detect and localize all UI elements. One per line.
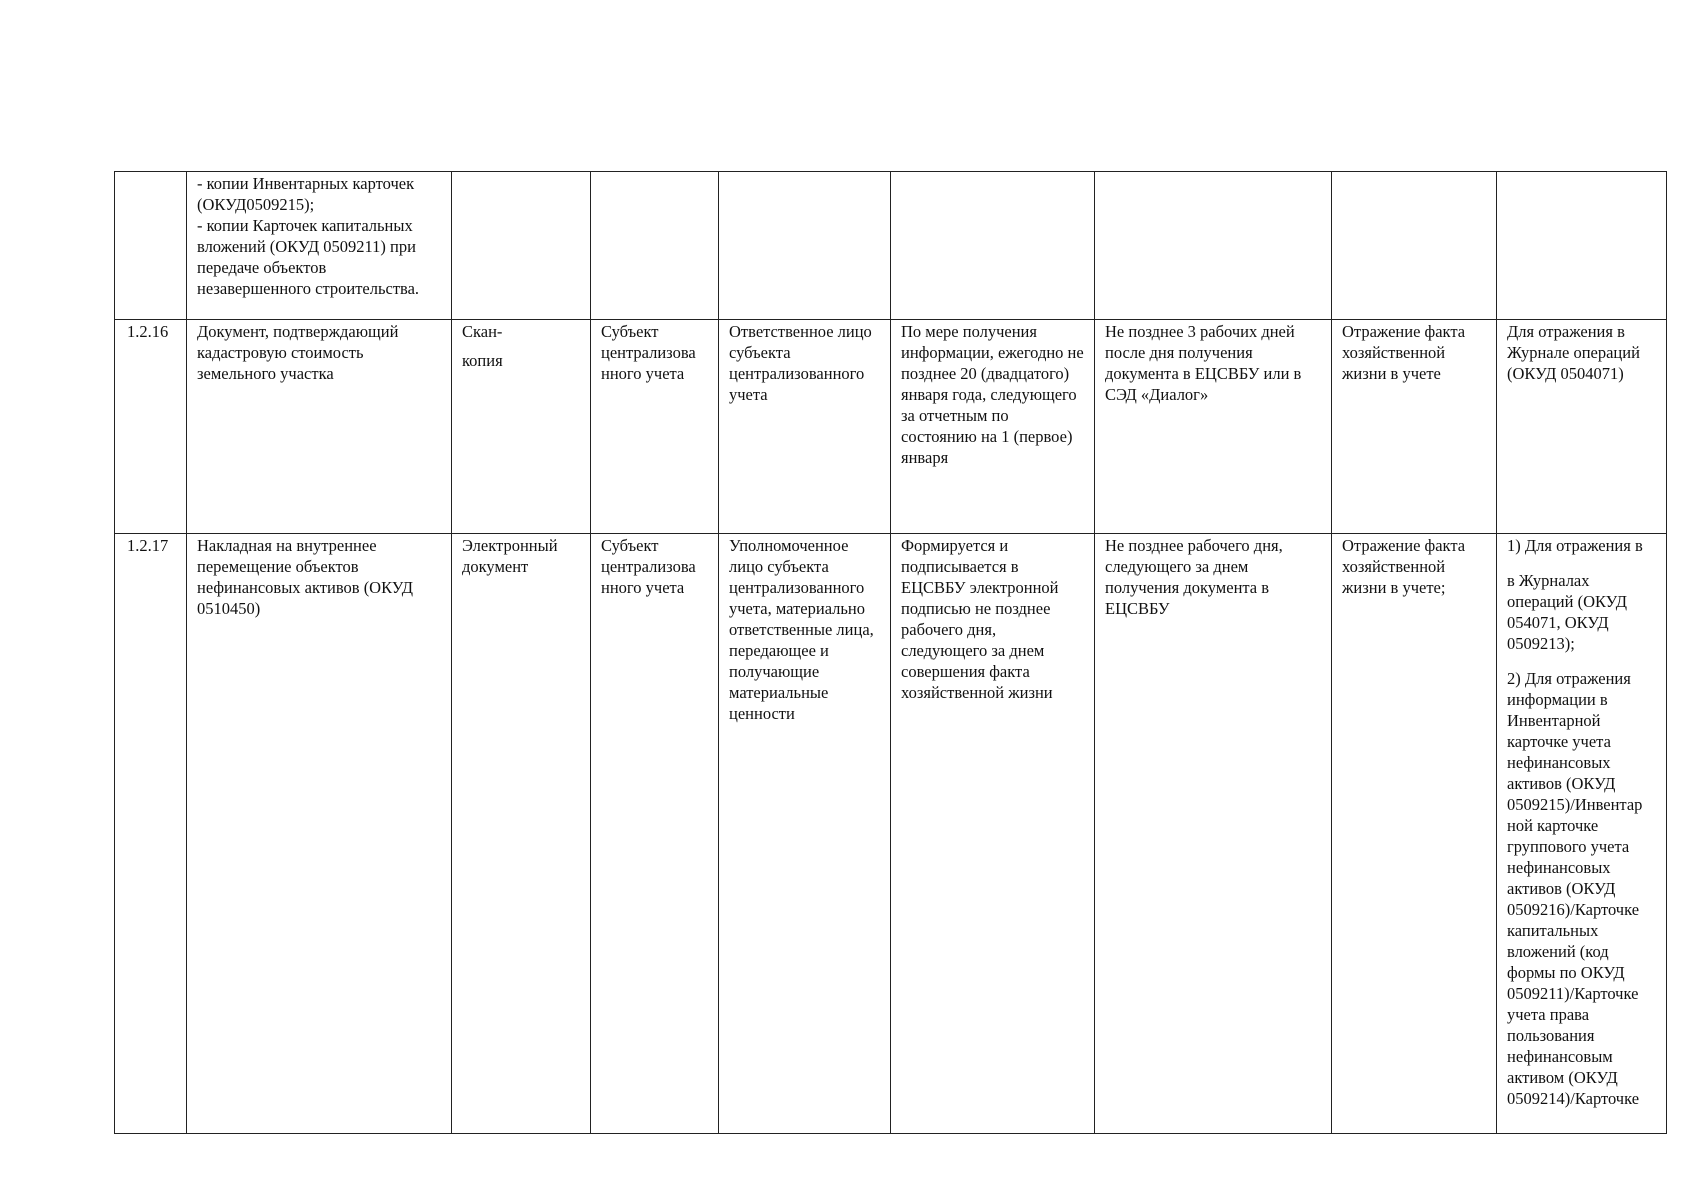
form-cell [452,172,591,320]
table-row [115,534,1667,1134]
form-text-top: Скан- [462,322,503,341]
note-cell [1497,534,1667,1134]
responsible-cell: Уполномоченное лицо субъекта централизованного учета, материально ответственные лица, передающее и получающие материальные ценности [719,534,891,1134]
table-row [115,320,1667,534]
document-table [114,171,1667,1134]
form-cell [452,320,591,534]
creator-cell: Субъект централизова нного учета [591,534,719,1134]
note-cell: Для отражения в Журнале операций (ОКУД 0504071) [1497,320,1667,534]
row-number-cell: 1.2.16 [115,320,187,534]
note-paragraph-3: 2) Для отражения информации в Инвентарной карточке учета нефинансовых активов (ОКУД 0509215)/Инвентар ной карточке группового учета нефинансовых активов (ОКУД 0509216)/Карточке капитальных вложений (код формы по ОКУД 0509211)/Карточке учета права пользования нефинансовым активом (ОКУД 0509214)/Карточке [1507,669,1643,1108]
note-paragraph-1: 1) Для отражения в [1507,536,1643,555]
note-cell [1497,172,1667,320]
document-name-cell: Документ, подтверждающий кадастровую стоимость земельного участка [187,320,452,534]
deadline-cell: Формируется и подписывается в ЕЦСВБУ электронной подписью не позднее рабочего дня, следующего за днем совершения факта хозяйственной жизни [891,534,1095,1134]
transfer-cell [1095,172,1332,320]
note-content [1507,535,1656,1133]
purpose-cell [1332,172,1497,320]
row-number-cell: 1.2.17 [115,534,187,1134]
deadline-cell: По мере получения информации, ежегодно не позднее 20 (двадцатого) января года, следующего за отчетным по состоянию на 1 (первое) января [891,320,1095,534]
purpose-cell: Отражение факта хозяйственной жизни в учете; [1332,534,1497,1134]
creator-cell [591,172,719,320]
responsible-cell [719,172,891,320]
row-number-cell [115,172,187,320]
document-name-cell: Накладная на внутреннее перемещение объектов нефинансовых активов (ОКУД 0510450) [187,534,452,1134]
responsible-cell: Ответственное лицо субъекта централизованного учета [719,320,891,534]
note-paragraph-2: в Журналах операций (ОКУД 054071, ОКУД 0509213); [1507,571,1627,653]
deadline-cell [891,172,1095,320]
form-cell: Электронный документ [452,534,591,1134]
form-text-bottom: копия [462,351,503,370]
creator-cell: Субъект централизова нного учета [591,320,719,534]
table-row [115,172,1667,320]
transfer-cell: Не позднее рабочего дня, следующего за днем получения документа в ЕЦСВБУ [1095,534,1332,1134]
purpose-cell: Отражение факта хозяйственной жизни в учете [1332,320,1497,534]
transfer-cell: Не позднее 3 рабочих дней после дня получения документа в ЕЦСВБУ или в СЭД «Диалог» [1095,320,1332,534]
document-name-cell: - копии Инвентарных карточек (ОКУД0509215); - копии Карточек капитальных вложений (ОКУД 0509211) при передаче объектов незавершенного строительства. [187,172,452,320]
